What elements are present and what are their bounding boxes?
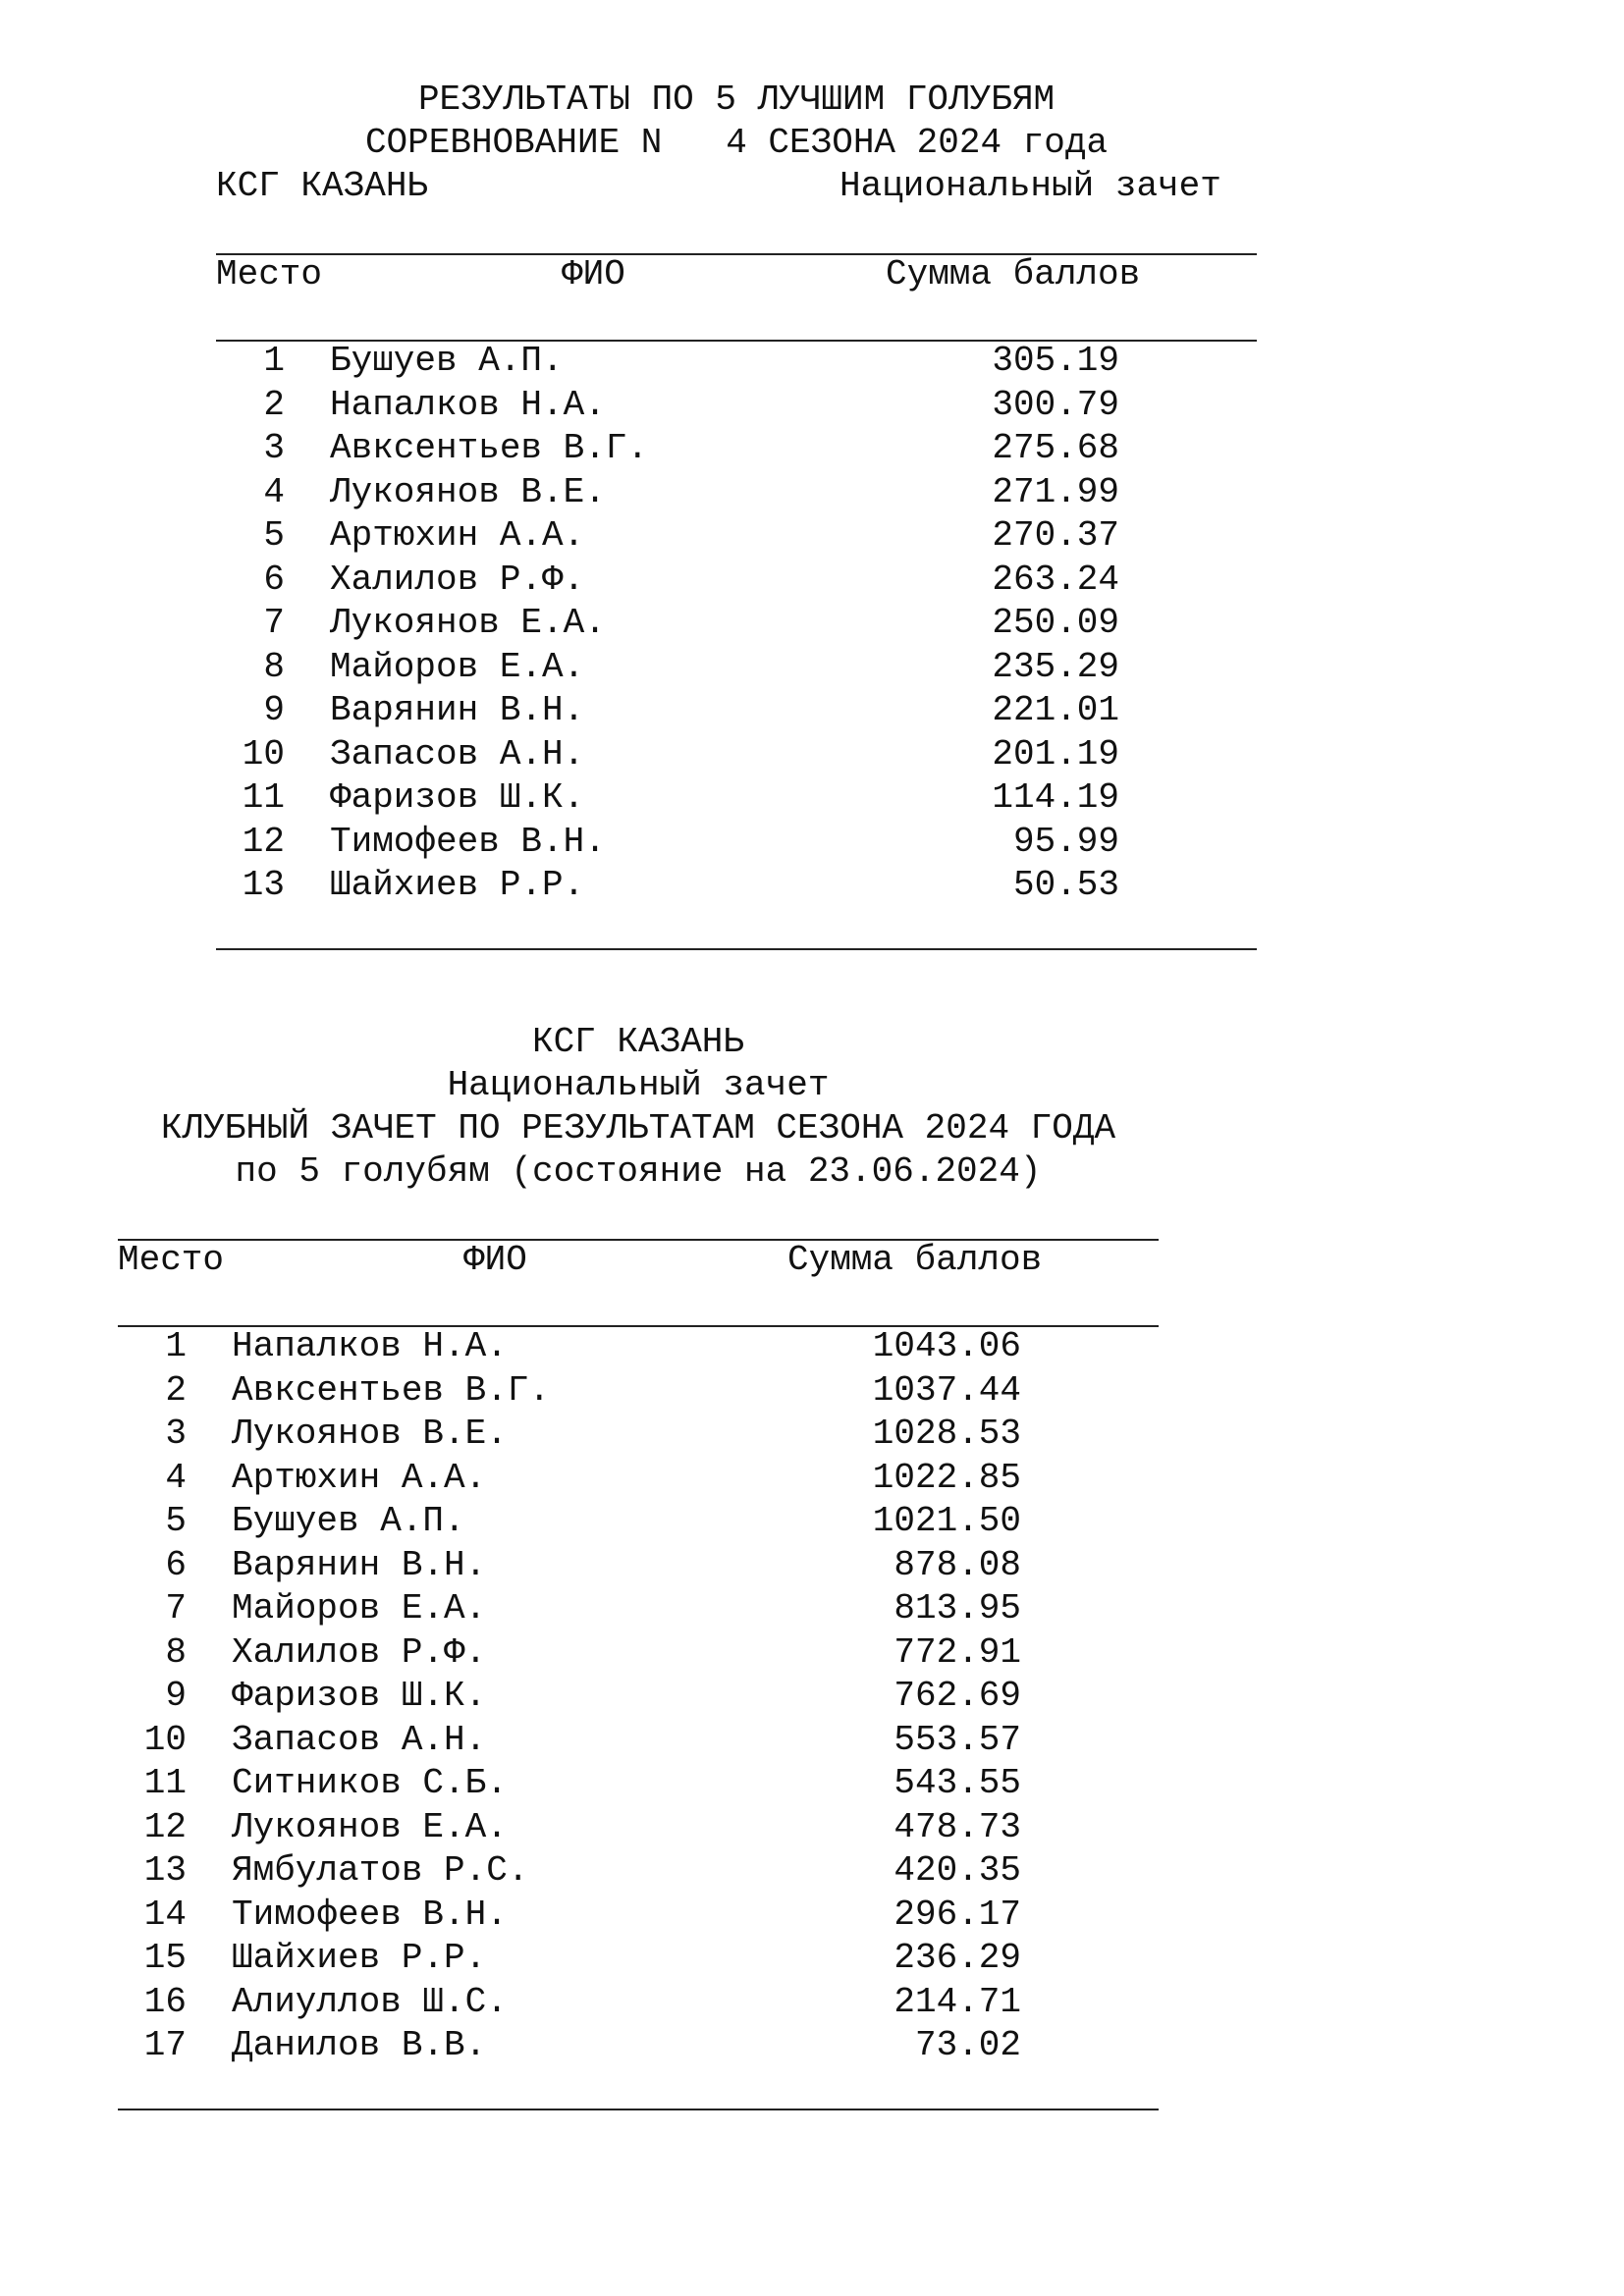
row-place: 15 xyxy=(143,1938,187,1978)
row-score: 275.68 xyxy=(992,428,1119,468)
row-place: 6 xyxy=(263,559,285,600)
section2-zachet: Национальный зачет xyxy=(447,1065,830,1105)
table-row xyxy=(118,1587,1159,1630)
section1-competition-title: СОРЕВНОВАНИЕ N 4 СЕЗОНА 2024 года xyxy=(364,123,1109,163)
table-row xyxy=(118,1631,1159,1675)
table-row xyxy=(118,1762,1159,1805)
table-row xyxy=(216,384,1257,427)
row-score: 543.55 xyxy=(893,1763,1021,1803)
row-name: Фаризов Ш.К. xyxy=(232,1676,487,1716)
row-score: 50.53 xyxy=(1012,865,1119,905)
section1-header-score: Сумма баллов xyxy=(886,254,1141,294)
row-name: Фаризов Ш.К. xyxy=(330,777,585,818)
table-row xyxy=(118,1500,1159,1543)
row-name: Тимофеев В.Н. xyxy=(330,821,606,862)
row-place: 17 xyxy=(143,2025,187,2065)
section2-club-name: КСГ КАЗАНЬ xyxy=(531,1022,745,1062)
table-row xyxy=(118,1849,1159,1893)
row-place: 13 xyxy=(143,1850,187,1891)
table-row xyxy=(118,2024,1159,2067)
section2-bottom-rule xyxy=(118,2109,1159,2110)
row-name: Лукоянов В.Е. xyxy=(330,471,606,512)
table-row xyxy=(118,1544,1159,1587)
row-place: 9 xyxy=(263,690,285,730)
table-row xyxy=(118,1457,1159,1500)
row-score: 1022.85 xyxy=(872,1457,1021,1498)
row-name: Артюхин А.А. xyxy=(330,515,585,556)
row-name: Шайхиев Р.Р. xyxy=(330,865,585,905)
table-row xyxy=(216,559,1257,602)
row-score: 214.71 xyxy=(893,1981,1021,2022)
row-name: Запасов А.Н. xyxy=(330,733,585,774)
row-name: Бушуев А.П. xyxy=(232,1501,465,1541)
row-name: Напалков Н.А. xyxy=(232,1326,508,1366)
table-row xyxy=(216,821,1257,864)
row-name: Данилов В.В. xyxy=(232,2025,487,2065)
table-row xyxy=(216,427,1257,470)
row-place: 1 xyxy=(165,1326,187,1366)
row-place: 5 xyxy=(263,515,285,556)
section1-header-name: ФИО xyxy=(562,254,625,294)
table-row xyxy=(216,733,1257,776)
row-place: 10 xyxy=(143,1719,187,1760)
table-row xyxy=(118,1325,1159,1368)
row-score: 1037.44 xyxy=(872,1369,1021,1411)
row-name: Лукоянов Е.А. xyxy=(232,1806,508,1847)
section1-bottom-rule xyxy=(216,948,1257,950)
row-place: 2 xyxy=(263,384,285,425)
table-row xyxy=(216,514,1257,558)
table-row xyxy=(216,646,1257,689)
row-place: 11 xyxy=(143,1763,187,1803)
row-place: 4 xyxy=(165,1457,187,1498)
row-name: Варянин В.Н. xyxy=(330,690,585,730)
row-score: 762.69 xyxy=(893,1676,1021,1716)
row-score: 270.37 xyxy=(992,515,1119,556)
row-score: 221.01 xyxy=(992,690,1119,730)
table-row xyxy=(216,471,1257,514)
row-place: 13 xyxy=(242,865,285,905)
row-name: Майоров Е.А. xyxy=(232,1588,487,1629)
row-name: Тимофеев В.Н. xyxy=(232,1894,508,1935)
section2-subtitle: по 5 голубям (состояние на 23.06.2024) xyxy=(235,1151,1042,1192)
row-name: Майоров Е.А. xyxy=(330,646,585,687)
row-place: 5 xyxy=(165,1501,187,1541)
table-row xyxy=(118,1806,1159,1849)
table-row xyxy=(118,1981,1159,2024)
row-score: 95.99 xyxy=(1012,821,1119,862)
row-name: Авксентьев В.Г. xyxy=(330,428,649,468)
row-place: 12 xyxy=(143,1806,187,1847)
row-place: 10 xyxy=(242,733,285,774)
table-row xyxy=(118,1937,1159,1980)
row-name: Халилов Р.Ф. xyxy=(232,1631,487,1673)
section2-header-name: ФИО xyxy=(463,1240,527,1280)
row-name: Алиуллов Ш.С. xyxy=(232,1981,508,2022)
row-score: 250.09 xyxy=(992,603,1119,643)
row-name: Шайхиев Р.Р. xyxy=(232,1938,487,1978)
section2-title: КЛУБНЫЙ ЗАЧЕТ ПО РЕЗУЛЬТАТАМ СЕЗОНА 2024 ГОДА xyxy=(160,1108,1116,1148)
section2-header-place: Место xyxy=(118,1240,225,1280)
row-score: 201.19 xyxy=(992,733,1119,774)
row-place: 8 xyxy=(263,646,285,687)
row-score: 772.91 xyxy=(893,1631,1021,1673)
row-score: 878.08 xyxy=(893,1544,1021,1585)
row-place: 7 xyxy=(165,1588,187,1629)
table-row xyxy=(118,1413,1159,1456)
row-name: Ямбулатов Р.С. xyxy=(232,1850,529,1891)
row-name: Запасов А.Н. xyxy=(232,1719,487,1760)
row-score: 300.79 xyxy=(992,384,1119,425)
row-score: 478.73 xyxy=(893,1806,1021,1847)
section1-title: РЕЗУЛЬТАТЫ ПО 5 ЛУЧШИМ ГОЛУБЯМ xyxy=(417,80,1056,120)
row-place: 12 xyxy=(242,821,285,862)
table-row xyxy=(216,602,1257,645)
row-place: 3 xyxy=(165,1414,187,1454)
row-name: Бушуев А.П. xyxy=(330,341,564,381)
row-score: 114.19 xyxy=(992,777,1119,818)
row-score: 420.35 xyxy=(893,1850,1021,1891)
row-score: 263.24 xyxy=(992,559,1119,600)
row-place: 4 xyxy=(263,471,285,512)
row-place: 1 xyxy=(263,341,285,381)
row-name: Напалков Н.А. xyxy=(330,384,606,425)
table-row xyxy=(118,1719,1159,1762)
section2-header-score: Сумма баллов xyxy=(787,1240,1043,1280)
section1-header-place: Место xyxy=(216,254,323,294)
row-place: 3 xyxy=(263,428,285,468)
table-row xyxy=(216,689,1257,732)
table-row xyxy=(118,1675,1159,1718)
row-score: 1021.50 xyxy=(872,1501,1021,1541)
row-score: 296.17 xyxy=(893,1894,1021,1935)
row-score: 73.02 xyxy=(914,2025,1021,2065)
row-name: Лукоянов В.Е. xyxy=(232,1414,508,1454)
row-name: Артюхин А.А. xyxy=(232,1457,487,1498)
row-score: 236.29 xyxy=(893,1938,1021,1978)
row-name: Варянин В.Н. xyxy=(232,1544,487,1585)
table-row xyxy=(118,1369,1159,1413)
row-place: 2 xyxy=(165,1369,187,1411)
table-row xyxy=(216,864,1257,907)
table-row xyxy=(216,776,1257,820)
section1-zachet: Национальный зачет xyxy=(839,166,1221,206)
row-score: 553.57 xyxy=(893,1719,1021,1760)
row-score: 813.95 xyxy=(893,1588,1021,1629)
row-place: 6 xyxy=(165,1544,187,1585)
row-name: Халилов Р.Ф. xyxy=(330,559,585,600)
table-row xyxy=(216,340,1257,383)
row-place: 9 xyxy=(165,1676,187,1716)
row-score: 305.19 xyxy=(992,341,1119,381)
row-place: 14 xyxy=(143,1894,187,1935)
row-score: 1043.06 xyxy=(872,1326,1021,1366)
section1-club-name: КСГ КАЗАНЬ xyxy=(216,166,429,206)
row-place: 7 xyxy=(263,603,285,643)
row-name: Лукоянов Е.А. xyxy=(330,603,606,643)
row-score: 271.99 xyxy=(992,471,1119,512)
row-place: 11 xyxy=(242,777,285,818)
table-row xyxy=(118,1894,1159,1937)
row-score: 1028.53 xyxy=(872,1414,1021,1454)
row-name: Ситников С.Б. xyxy=(232,1763,508,1803)
row-name: Авксентьев В.Г. xyxy=(232,1369,551,1411)
row-place: 16 xyxy=(143,1981,187,2022)
row-place: 8 xyxy=(165,1631,187,1673)
row-score: 235.29 xyxy=(992,646,1119,687)
